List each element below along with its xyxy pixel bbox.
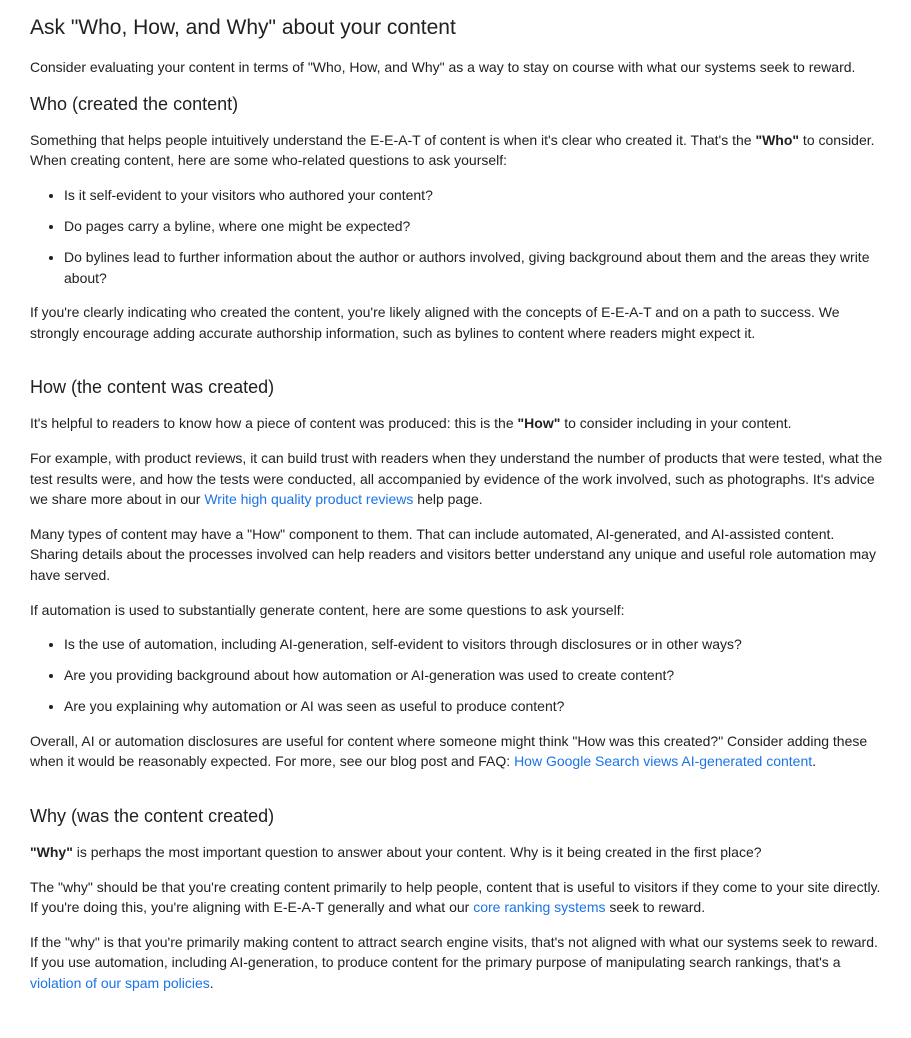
why-heading: Why (was the content created) (30, 806, 275, 827)
list-item: • Are you providing background about how automation or AI-generation was used to create content? (64, 665, 886, 686)
how-paragraph-4: If automation is used to substantially generate content, here are some questions to ask yourself: (30, 601, 625, 618)
who-heading: Who (created the content) (30, 93, 239, 114)
intro-paragraph: Consider evaluating your content in terms of "Who, How, and Why" as a way to stay on course with what our systems seek to reward. (30, 59, 856, 75)
page-title: Ask "Who, How, and Why" about your content (30, 16, 456, 39)
why-paragraph-2: The "why" should be that you're creating content primarily to help people, content that is useful to visitors if they come to your site directly. If you're doing this, you're aligning with E-E-A-T generally and what our core ranking systems seek to reward. (30, 878, 881, 916)
list-item: • Is the use of automation, including AI-generation, self-evident to visitors through disclosures or in other ways? (64, 634, 886, 655)
who-questions-list (30, 185, 886, 288)
core-ranking-systems-link[interactable]: core ranking systems (473, 899, 606, 916)
list-item: • Are you explaining why automation or AI was seen as useful to produce content? (64, 696, 886, 717)
who-paragraph-1: Something that helps people intuitively understand the E-E-A-T of content is when it's clear who created it. That's the "Who" to consider. When creating content, here are some who-related questions to ask yourself: (30, 131, 875, 169)
why-paragraph-1: "Why" is perhaps the most important question to answer about your content. Why is it being created in the first place? (30, 844, 762, 861)
article-content (0, 14, 886, 994)
list-item: • Is it self-evident to your visitors who authored your content? (64, 185, 886, 206)
product-reviews-link[interactable]: Write high quality product reviews (204, 491, 414, 508)
how-paragraph-2: For example, with product reviews, it can build trust with readers when they understand the number of products that were tested, what the test results were, and how the tests were conducted, all accompanied by evidence of the work involved, such as photographs. It's advice we share more about in our Write high quality product reviews help page. (30, 449, 883, 508)
how-paragraph-3: Many types of content may have a "How" component to them. That can include automated, AI-generated, and AI-assisted content. Sharing details about the processes involved can help readers and visitors better understand any unique and useful role automation may have served. (30, 525, 876, 583)
who-paragraph-2: If you're clearly indicating who created the content, you're likely aligned with the concepts of E-E-A-T and on a path to success. We strongly encourage adding accurate authorship information, such as bylines to content where readers might expect it. (30, 304, 840, 341)
list-item: • Do pages carry a byline, where one might be expected? (64, 216, 886, 237)
ai-generated-content-link[interactable]: How Google Search views AI-generated content (514, 753, 813, 770)
list-item: • Do bylines lead to further information about the author or authors involved, giving background about them and the areas they write about? (64, 247, 886, 288)
how-heading: How (the content was created) (30, 377, 275, 398)
spam-policies-link[interactable]: violation of our spam policies (30, 975, 210, 992)
how-paragraph-5: Overall, AI or automation disclosures are useful for content where someone might think "How was this created?" Consider adding these when it would be reasonably expected. For more, see our blog post and FAQ: How Google Search views AI-generated content. (30, 732, 868, 770)
why-paragraph-3: If the "why" is that you're primarily making content to attract search engine visits, that's not aligned with what our systems seek to reward. If you use automation, including AI-generation, to produce content for the primary purpose of manipulating search rankings, that's a violation of our spam policies. (30, 933, 878, 992)
how-questions-list (30, 634, 886, 717)
how-paragraph-1: It's helpful to readers to know how a piece of content was produced: this is the "How" to consider including in your content. (30, 415, 792, 432)
